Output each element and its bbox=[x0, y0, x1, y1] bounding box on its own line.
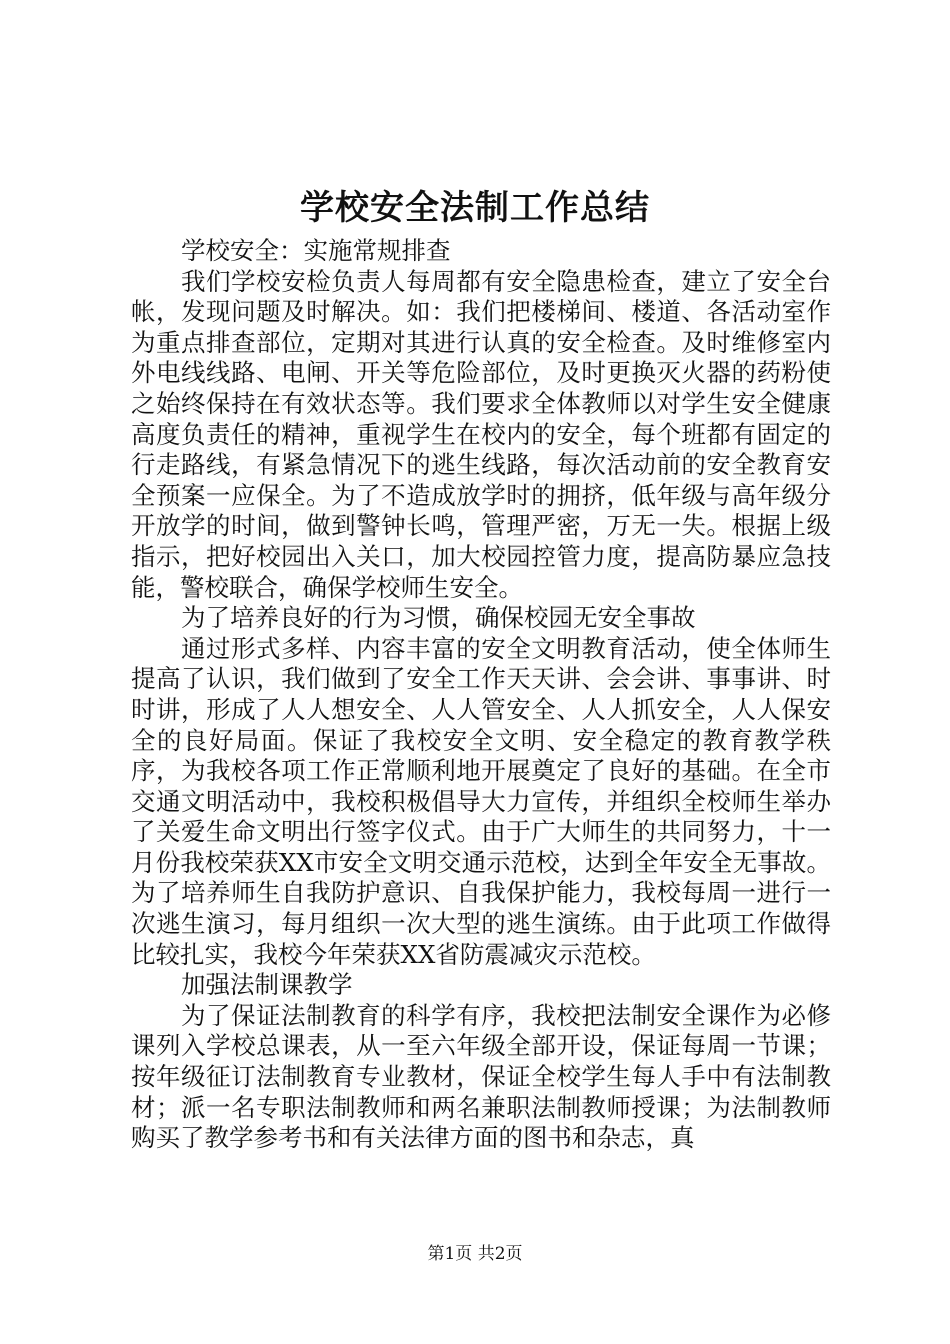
section-body-behavior-habits: 通过形式多样、内容丰富的安全文明教育活动，使全体师生提高了认识，我们做到了安全工作天天讲、会会讲、事事讲、时时讲，形成了人人想安全、人人管安全、人人抓安全，人人保安全的良好局面。保证了我校安全文明、安全稳定的教育教学秩序，为我校各项工作正常顺利地开展奠定了良好的基础。在全市交通文明活动中，我校积极倡导大力宣传，并组织全校师生举办了关爱生命文明出行签字仪式。由于广大师生的共同努力，十一月份我校荣获XX市安全文明交通示范校，达到全年安全无事故。为了培养师生自我防护意识、自我保护能力，我校每周一进行一次逃生演习，每月组织一次大型的逃生演练。由于此项工作做得比较扎实，我校今年荣获XX省防震减灾示范校。 bbox=[131, 633, 831, 969]
section-heading-legal-education: 加强法制课教学 bbox=[181, 970, 353, 1000]
document-body bbox=[131, 236, 831, 1154]
section-body-legal-education: 为了保证法制教育的科学有序，我校把法制安全课作为必修课列入学校总课表，从一至六年级全部开设，保证每周一节课；按年级征订法制教育专业教材，保证全校学生每人手中有法制教材；派一名专职法制教师和两名兼职法制教师授课；为法制教师购买了教学参考书和有关法律方面的图书和杂志，真 bbox=[131, 1000, 831, 1153]
section-body-safety-inspection: 我们学校安检负责人每周都有安全隐患检查，建立了安全台帐，发现问题及时解决。如：我们把楼梯间、楼道、各活动室作为重点排查部位，定期对其进行认真的安全检查。及时维修室内外电线线路、电闸、开关等危险部位，及时更换灭火器的药粉使之始终保持在有效状态等。我们要求全体教师以对学生安全健康高度负责任的精神，重视学生在校内的安全，每个班都有固定的行走路线，有紧急情况下的逃生线路，每次活动前的安全教育安全预案一应保全。为了不造成放学时的拥挤，低年级与高年级分开放学的时间，做到警钟长鸣，管理严密，万无一失。根据上级指示，把好校园出入关口，加大校园控管力度，提高防暴应急技能，警校联合，确保学校师生安全。 bbox=[131, 266, 831, 602]
page-number-footer: 第1页 共2页 bbox=[427, 1244, 523, 1264]
document-title: 学校安全法制工作总结 bbox=[300, 188, 650, 228]
section-heading-safety-inspection: 学校安全：实施常规排查 bbox=[181, 236, 451, 265]
section-heading-behavior-habits: 为了培养良好的行为习惯，确保校园无安全事故 bbox=[181, 603, 696, 633]
